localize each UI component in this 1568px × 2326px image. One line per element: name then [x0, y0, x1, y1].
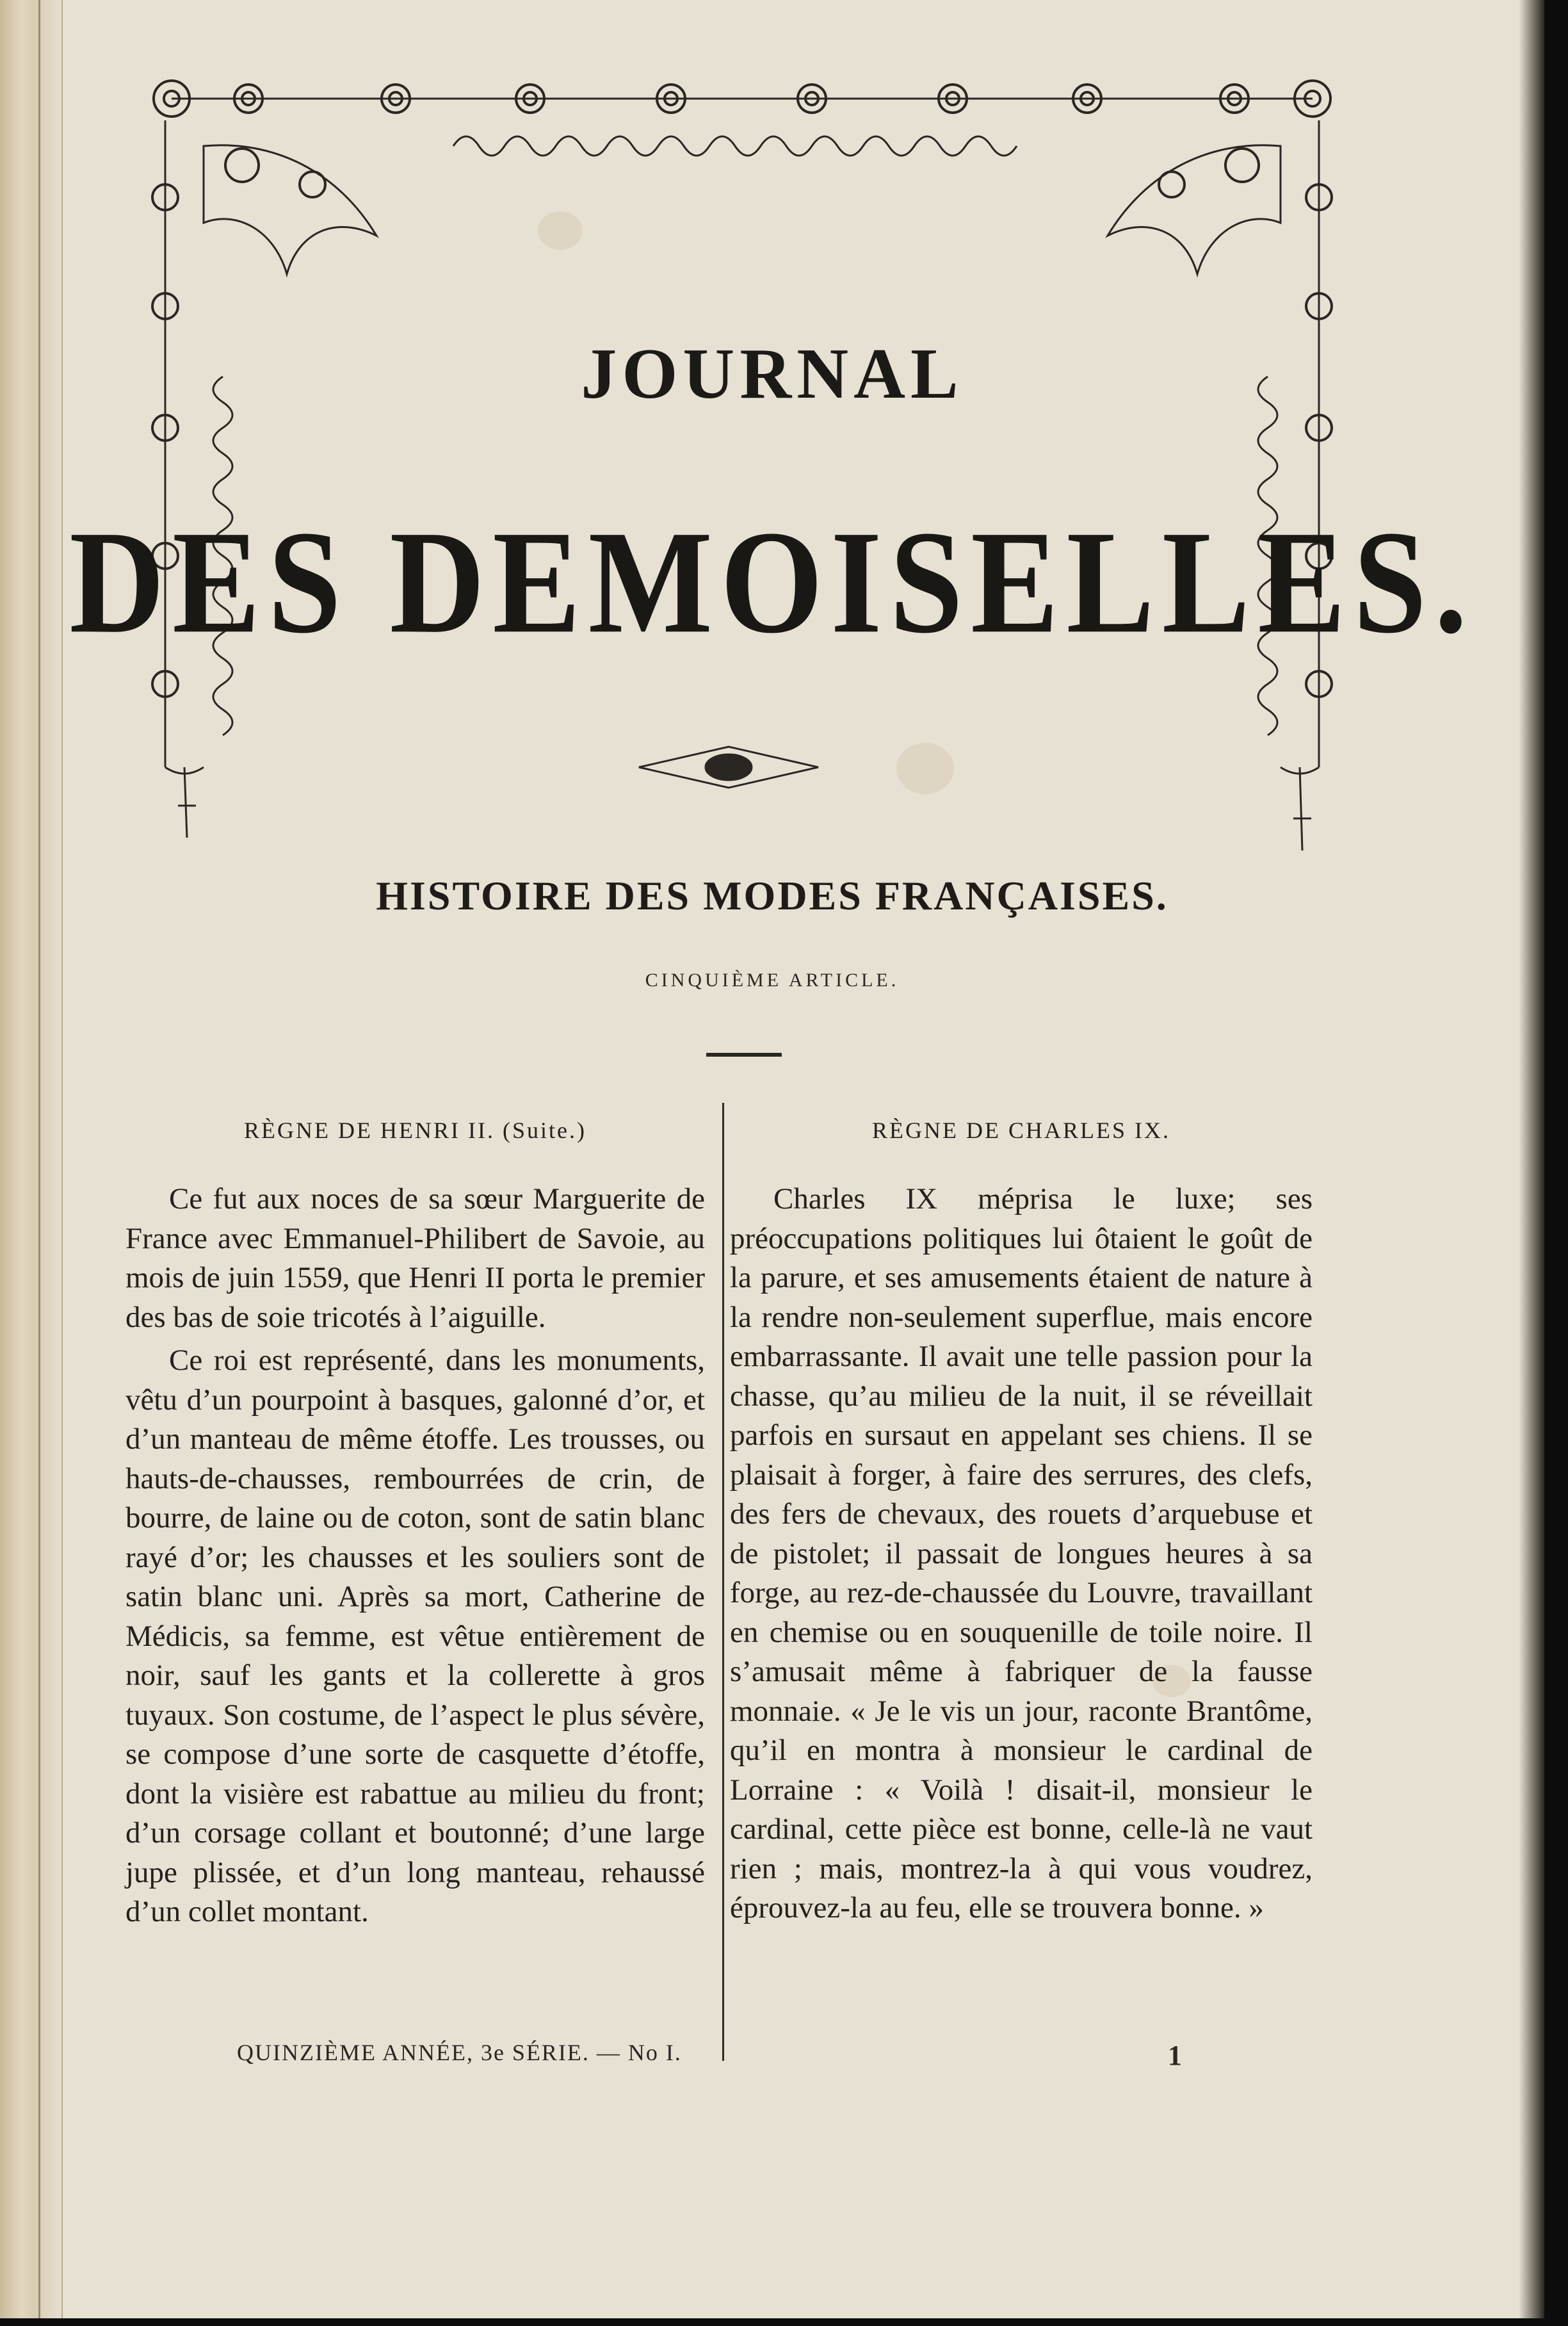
article-subheading: CINQUIÈME ARTICLE.	[645, 970, 900, 991]
right-column-title: RÈGNE DE CHARLES IX.	[872, 1118, 1170, 1143]
left-column-title: RÈGNE DE HENRI II. (Suite.)	[244, 1118, 586, 1143]
article-heading: HISTOIRE DES MODES FRANÇAISES.	[376, 873, 1168, 918]
left-column	[125, 1114, 705, 1936]
masthead-title-demoiselles: DES DEMOISELLES.	[69, 500, 1475, 664]
right-column	[730, 1114, 1313, 1932]
column-divider	[722, 1103, 724, 2061]
ornamental-frame	[146, 69, 1338, 857]
heading-rule	[706, 1053, 782, 1057]
page-number: 1	[1168, 2040, 1183, 2071]
right-paragraph: Charles IX méprisa le luxe; ses préoccupations politiques lui ôtaient le goût de la parure, et ses amusements étaient de nature à la rendre non-seulement superflue, mais encore embarrassante. Il avait une telle passion pour la chasse, qu’au milieu de la nuit, il se réveillait parfois en sursaut en appelant ses chiens. Il se plaisait à forger, à faire des serrures, des clefs, des fers de chevaux, des rouets d’arquebuse et de pistolet; il passait de longues heures à sa forge, au rez-de-chaussée du Louvre, travaillant en chemise ou en souquenille de toile noire. Il s’amusait même à fabriquer de la fausse monnaie. « Je le vis un jour, raconte Brantôme, qu’il en montra à monsieur le cardinal de Lorraine : « Voilà ! disait-il, monsieur le cardinal, cette pièce est bonne, celle-là ne vaut rien ; mais, montrez-la à qui vous voudrez, éprouvez-la au feu, elle se trouvera bonne. »	[730, 1182, 1313, 1924]
issue-footer: QUINZIÈME ANNÉE, 3e SÉRIE. — No I.	[237, 2040, 682, 2065]
left-paragraph: Ce fut aux noces de sa sœur Marguerite de France avec Emmanuel-Philibert de Savoie, au mois de juin 1559, que Henri II porta le premier des bas de soie tricotés à l’aiguille.	[125, 1182, 705, 1334]
left-paragraph: Ce roi est représenté, dans les monuments, vêtu d’un pourpoint à basques, galonné d’or, et d’un manteau de même étoffe. Les trousses, ou hauts-de-chausses, rembourrées de crin, de bourre, de laine ou de coton, sont de satin blanc rayé d’or; les chausses et les souliers sont de satin blanc uni. Après sa mort, Catherine de Médicis, sa femme, est vêtue entièrement de noir, sauf les gants et la collerette à gros tuyaux. Son costume, de l’aspect le plus sévère, se compose d’une sorte de casquette d’étoffe, dont la visière est rabattue au milieu du front; d’un corsage collant et boutonné; d’une large jupe plissée, et d’un long manteau, rehaussé d’un collet montant.	[125, 1344, 705, 1928]
masthead-title-journal: JOURNAL	[581, 334, 964, 414]
